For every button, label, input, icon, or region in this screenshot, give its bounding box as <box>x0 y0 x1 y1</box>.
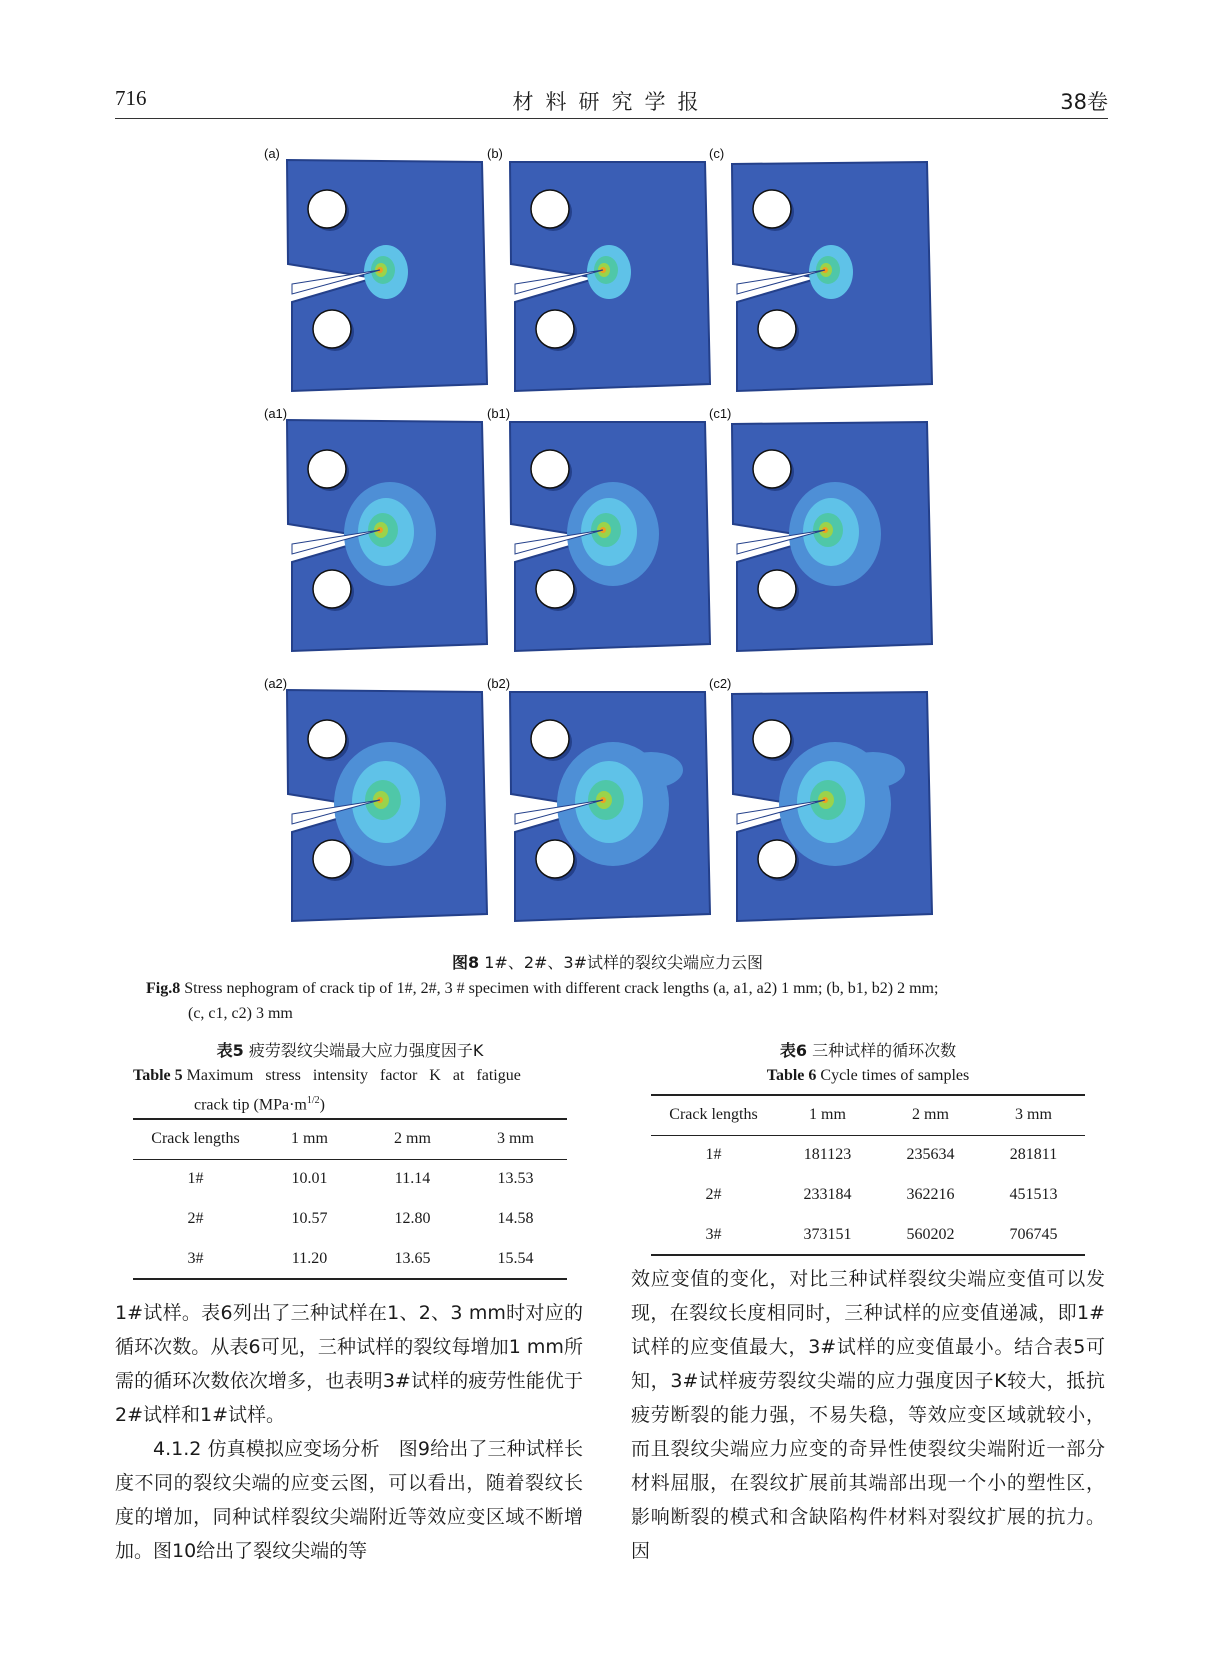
table6-cn-label: 表6 <box>779 1041 808 1060</box>
table5-col-header: Crack lengths <box>151 1130 240 1148</box>
table6-caption-en <box>651 1063 1085 1088</box>
upper-pin-hole <box>753 190 791 228</box>
lower-pin-hole <box>536 840 574 878</box>
panel-label: (a2) <box>264 676 288 691</box>
panel-label: (a) <box>264 146 280 161</box>
table5-caption-cn <box>133 1038 567 1063</box>
header-rule <box>115 118 1108 119</box>
figure-caption-en-text: Stress nephogram of crack tip of 1#, 2#, 3 # specimen with different crack lengths (a, a1, a2) 1 mm; (b, b1, b2) 2 mm; <box>180 980 939 997</box>
lower-pin-hole <box>758 840 796 878</box>
journal-title: 材料研究学报 <box>512 90 711 114</box>
table-6 <box>651 1094 1085 1256</box>
stress-contour-panel <box>505 154 715 399</box>
stress-contour-panel <box>282 414 492 659</box>
upper-pin-hole <box>753 450 791 488</box>
figure-caption-cn <box>0 950 1215 973</box>
table-cell: 13.65 <box>394 1249 431 1267</box>
table5-en-sup: 1/2 <box>306 1095 320 1106</box>
table5-en-label: Table 5 <box>133 1067 183 1084</box>
table-cell: 13.53 <box>497 1170 534 1188</box>
panel-label: (b1) <box>487 406 511 421</box>
upper-pin-hole <box>308 450 346 488</box>
lower-pin-hole <box>313 840 351 878</box>
table-cell: 15.54 <box>497 1249 534 1267</box>
table-cell: 181123 <box>803 1146 852 1164</box>
upper-pin-hole <box>531 450 569 488</box>
stress-contour-panel <box>505 414 715 659</box>
table-cell: 1# <box>705 1146 722 1164</box>
table5-en-title: Maximum stress intensity factor K at fatigue <box>182 1067 521 1084</box>
panel-label: (a1) <box>264 406 288 421</box>
table6-header-row <box>651 1095 1085 1135</box>
stress-contour-panel <box>282 154 492 399</box>
figure-caption-en <box>146 976 1096 1026</box>
table-cell: 14.58 <box>497 1210 534 1227</box>
table-cell: 373151 <box>803 1225 852 1243</box>
table6-col-header: 1 mm <box>809 1106 846 1124</box>
upper-pin-hole <box>531 720 569 758</box>
figure-caption-en-label: Fig.8 <box>146 980 181 997</box>
lower-pin-hole <box>536 310 574 348</box>
lower-pin-hole <box>758 570 796 608</box>
panel-label: (c2) <box>709 676 732 691</box>
table-cell: 11.20 <box>291 1249 328 1267</box>
stress-contour-panel <box>505 684 715 929</box>
table-cell: 3# <box>705 1225 722 1243</box>
table5-col-header: 1 mm <box>291 1130 328 1148</box>
table5-col-header: 3 mm <box>497 1130 534 1148</box>
table6-cn-title: 三种试样的循环次数 <box>807 1041 957 1060</box>
stress-contour-panel <box>727 684 937 929</box>
table-row <box>133 1159 567 1199</box>
table-cell: 1# <box>187 1170 204 1188</box>
table-cell: 11.14 <box>394 1170 431 1188</box>
table5-cn-title: 疲劳裂纹尖端最大应力强度因子K <box>243 1041 484 1060</box>
table5-caption-en <box>133 1063 567 1088</box>
table-cell: 3# <box>187 1249 204 1267</box>
table-cell: 281811 <box>1009 1146 1058 1164</box>
table-cell: 233184 <box>803 1186 852 1203</box>
table5-col-header: 2 mm <box>394 1130 431 1148</box>
table6-col-header: 3 mm <box>1015 1106 1052 1124</box>
figure-caption-cn-label: 图8 <box>452 953 480 972</box>
table-cell: 12.80 <box>394 1210 431 1227</box>
paragraph: 效应变值的变化，对比三种试样裂纹尖端应变值可以发现，在裂纹长度相同时，三种试样的应变值递减，即1#试样的应变值最大，3#试样的应变值最小。结合表5可知，3#试样疲劳裂纹尖端的应力强度因子K较大，抵抗疲劳断裂的能力强，不易失稳，等效应变区域就较小，而且裂纹尖端应力应变的奇异性使裂纹尖端附近一部分材料屈服，在裂纹扩展前其端部出现一个小的塑性区，影响断裂的模式和含缺陷构件材料对裂纹扩展的抗力。因 <box>631 1268 1105 1562</box>
upper-pin-hole <box>308 720 346 758</box>
table6-col-header: Crack lengths <box>669 1106 758 1124</box>
lower-pin-hole <box>536 570 574 608</box>
table6-col-header: 2 mm <box>912 1106 949 1124</box>
table-5 <box>133 1118 567 1280</box>
table-cell: 235634 <box>906 1146 955 1164</box>
volume-label: 38卷 <box>1060 90 1108 114</box>
table5-en-title2: crack tip (MPa·m <box>194 1096 307 1114</box>
table6-en-label: Table 6 <box>766 1067 817 1084</box>
table-cell: 10.01 <box>291 1170 328 1188</box>
page-header <box>115 86 1108 120</box>
table5-header-row <box>133 1119 567 1159</box>
table6-en-title: Cycle times of samples <box>816 1067 970 1084</box>
table5-en-title3: ) <box>319 1096 325 1114</box>
table-row <box>651 1215 1085 1255</box>
right-column <box>631 1262 1105 1568</box>
stress-contour-panel <box>727 154 937 399</box>
table6-caption-cn <box>651 1038 1085 1063</box>
table-cell: 10.57 <box>291 1210 328 1227</box>
table-row <box>133 1199 567 1239</box>
table-row <box>651 1135 1085 1175</box>
figure-caption-cn-text: 1#、2#、3#试样的裂纹尖端应力云图 <box>479 953 763 972</box>
stress-contour-panel <box>727 414 937 659</box>
lower-pin-hole <box>313 310 351 348</box>
table-cell: 706745 <box>1009 1225 1058 1243</box>
page-number: 716 <box>115 86 147 110</box>
upper-pin-hole <box>308 190 346 228</box>
upper-pin-hole <box>753 720 791 758</box>
panel-label: (c1) <box>709 406 732 421</box>
table-cell: 451513 <box>1009 1186 1058 1203</box>
left-column <box>115 1296 583 1568</box>
paragraph: 4.1.2 仿真模拟应变场分析 图9给出了三种试样长度不同的裂纹尖端的应变云图，可以看出，随着裂纹长度的增加，同种试样裂纹尖端附近等效应变区域不断增加。图10给出了裂纹尖端的等 <box>115 1438 583 1562</box>
panel-label: (c) <box>709 146 725 161</box>
table5-cn-label: 表5 <box>216 1041 244 1060</box>
figure-caption-en-text2: (c, c1, c2) 3 mm <box>188 1005 293 1022</box>
lower-pin-hole <box>758 310 796 348</box>
lower-pin-hole <box>313 570 351 608</box>
panel-label: (b) <box>487 146 503 161</box>
table5-caption-en-2 <box>194 1088 325 1117</box>
panel-label: (b2) <box>487 676 511 691</box>
table-cell: 2# <box>705 1186 722 1203</box>
table-row <box>651 1175 1085 1215</box>
table-cell: 560202 <box>906 1225 955 1243</box>
upper-pin-hole <box>531 190 569 228</box>
table-cell: 362216 <box>906 1186 955 1203</box>
paragraph: 1#试样。表6列出了三种试样在1、2、3 mm时对应的循环次数。从表6可见，三种试样的裂纹每增加1 mm所需的循环次数依次增多，也表明3#试样的疲劳性能优于2#试样和1#试样。 <box>115 1302 583 1426</box>
table-row <box>133 1239 567 1279</box>
stress-contour-panel <box>282 684 492 929</box>
table-cell: 2# <box>187 1210 204 1227</box>
